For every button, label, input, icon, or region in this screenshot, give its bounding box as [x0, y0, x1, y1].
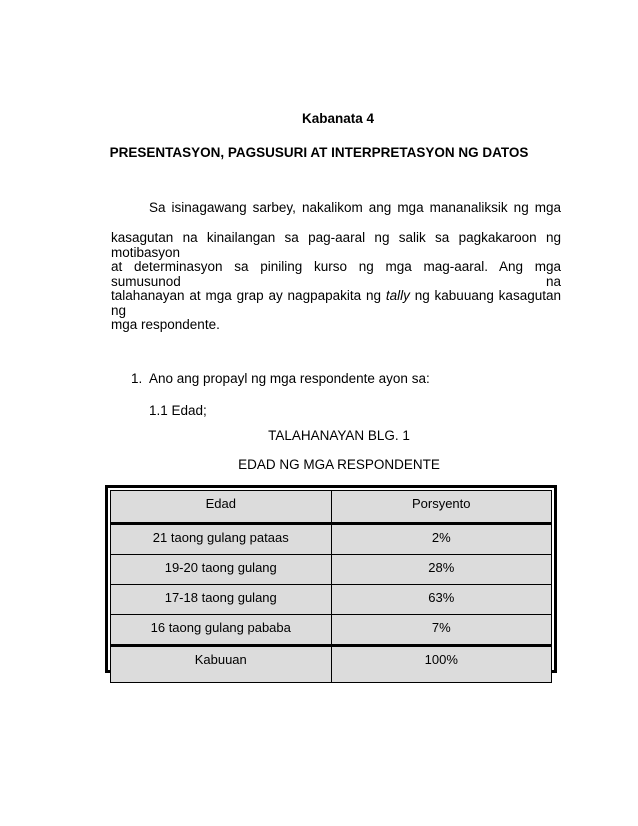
- age-table: [110, 490, 552, 683]
- paragraph-line-4-end: ng kabuuang kasagutan ng: [111, 288, 561, 318]
- paragraph-line-1: Sa isinagawang sarbey, nakalikom ang mga mananaliksik ng mga: [149, 200, 561, 215]
- subquestion: 1.1 Edad;: [149, 403, 207, 418]
- table-header-cell: Edad: [111, 491, 332, 524]
- table-cell: 17-18 taong gulang: [111, 585, 332, 615]
- table-total-value: 100%: [331, 646, 552, 683]
- table-row: [111, 524, 552, 555]
- table-header-row: [111, 491, 552, 524]
- paragraph-line-3: at determinasyon sa piniling kurso ng mga mag-aaral. Ang mga sumusunod na: [111, 259, 561, 289]
- table-row: [111, 555, 552, 585]
- table-cell: 21 taong gulang pataas: [111, 524, 332, 555]
- table-caption: EDAD NG MGA RESPONDENTE: [238, 457, 440, 472]
- table-total-label: Kabuuan: [111, 646, 332, 683]
- table-cell: 16 taong gulang pababa: [111, 615, 332, 646]
- paragraph-italic-term: tally: [385, 288, 410, 303]
- table-cell: 2%: [331, 524, 552, 555]
- table-cell: 7%: [331, 615, 552, 646]
- chapter-title: PRESENTASYON, PAGSUSURI AT INTERPRETASYON NG DATOS: [109, 145, 529, 160]
- table-total-row: [111, 646, 552, 683]
- paragraph-line-4: [111, 288, 561, 318]
- table-cell: 28%: [331, 555, 552, 585]
- table-header-cell: Porsyento: [331, 491, 552, 524]
- question: [131, 371, 430, 386]
- table-row: [111, 585, 552, 615]
- question-number: 1.: [131, 371, 143, 386]
- table-row: [111, 615, 552, 646]
- paragraph-line-5: mga respondente.: [111, 317, 220, 332]
- paragraph-line-2: kasagutan na kinailangan sa pag-aaral ng salik sa pagkakaroon ng motibasyon: [111, 230, 561, 260]
- table-cell: 63%: [331, 585, 552, 615]
- chapter-label: Kabanata 4: [301, 111, 375, 126]
- table-cell: 19-20 taong gulang: [111, 555, 332, 585]
- age-table-frame: [105, 485, 557, 673]
- table-title: TALAHANAYAN BLG. 1: [268, 428, 410, 443]
- paragraph-line-4-start: talahanayan at mga grap ay nagpapakita ng: [111, 288, 381, 303]
- question-text: Ano ang propayl ng mga respondente ayon sa:: [149, 371, 430, 386]
